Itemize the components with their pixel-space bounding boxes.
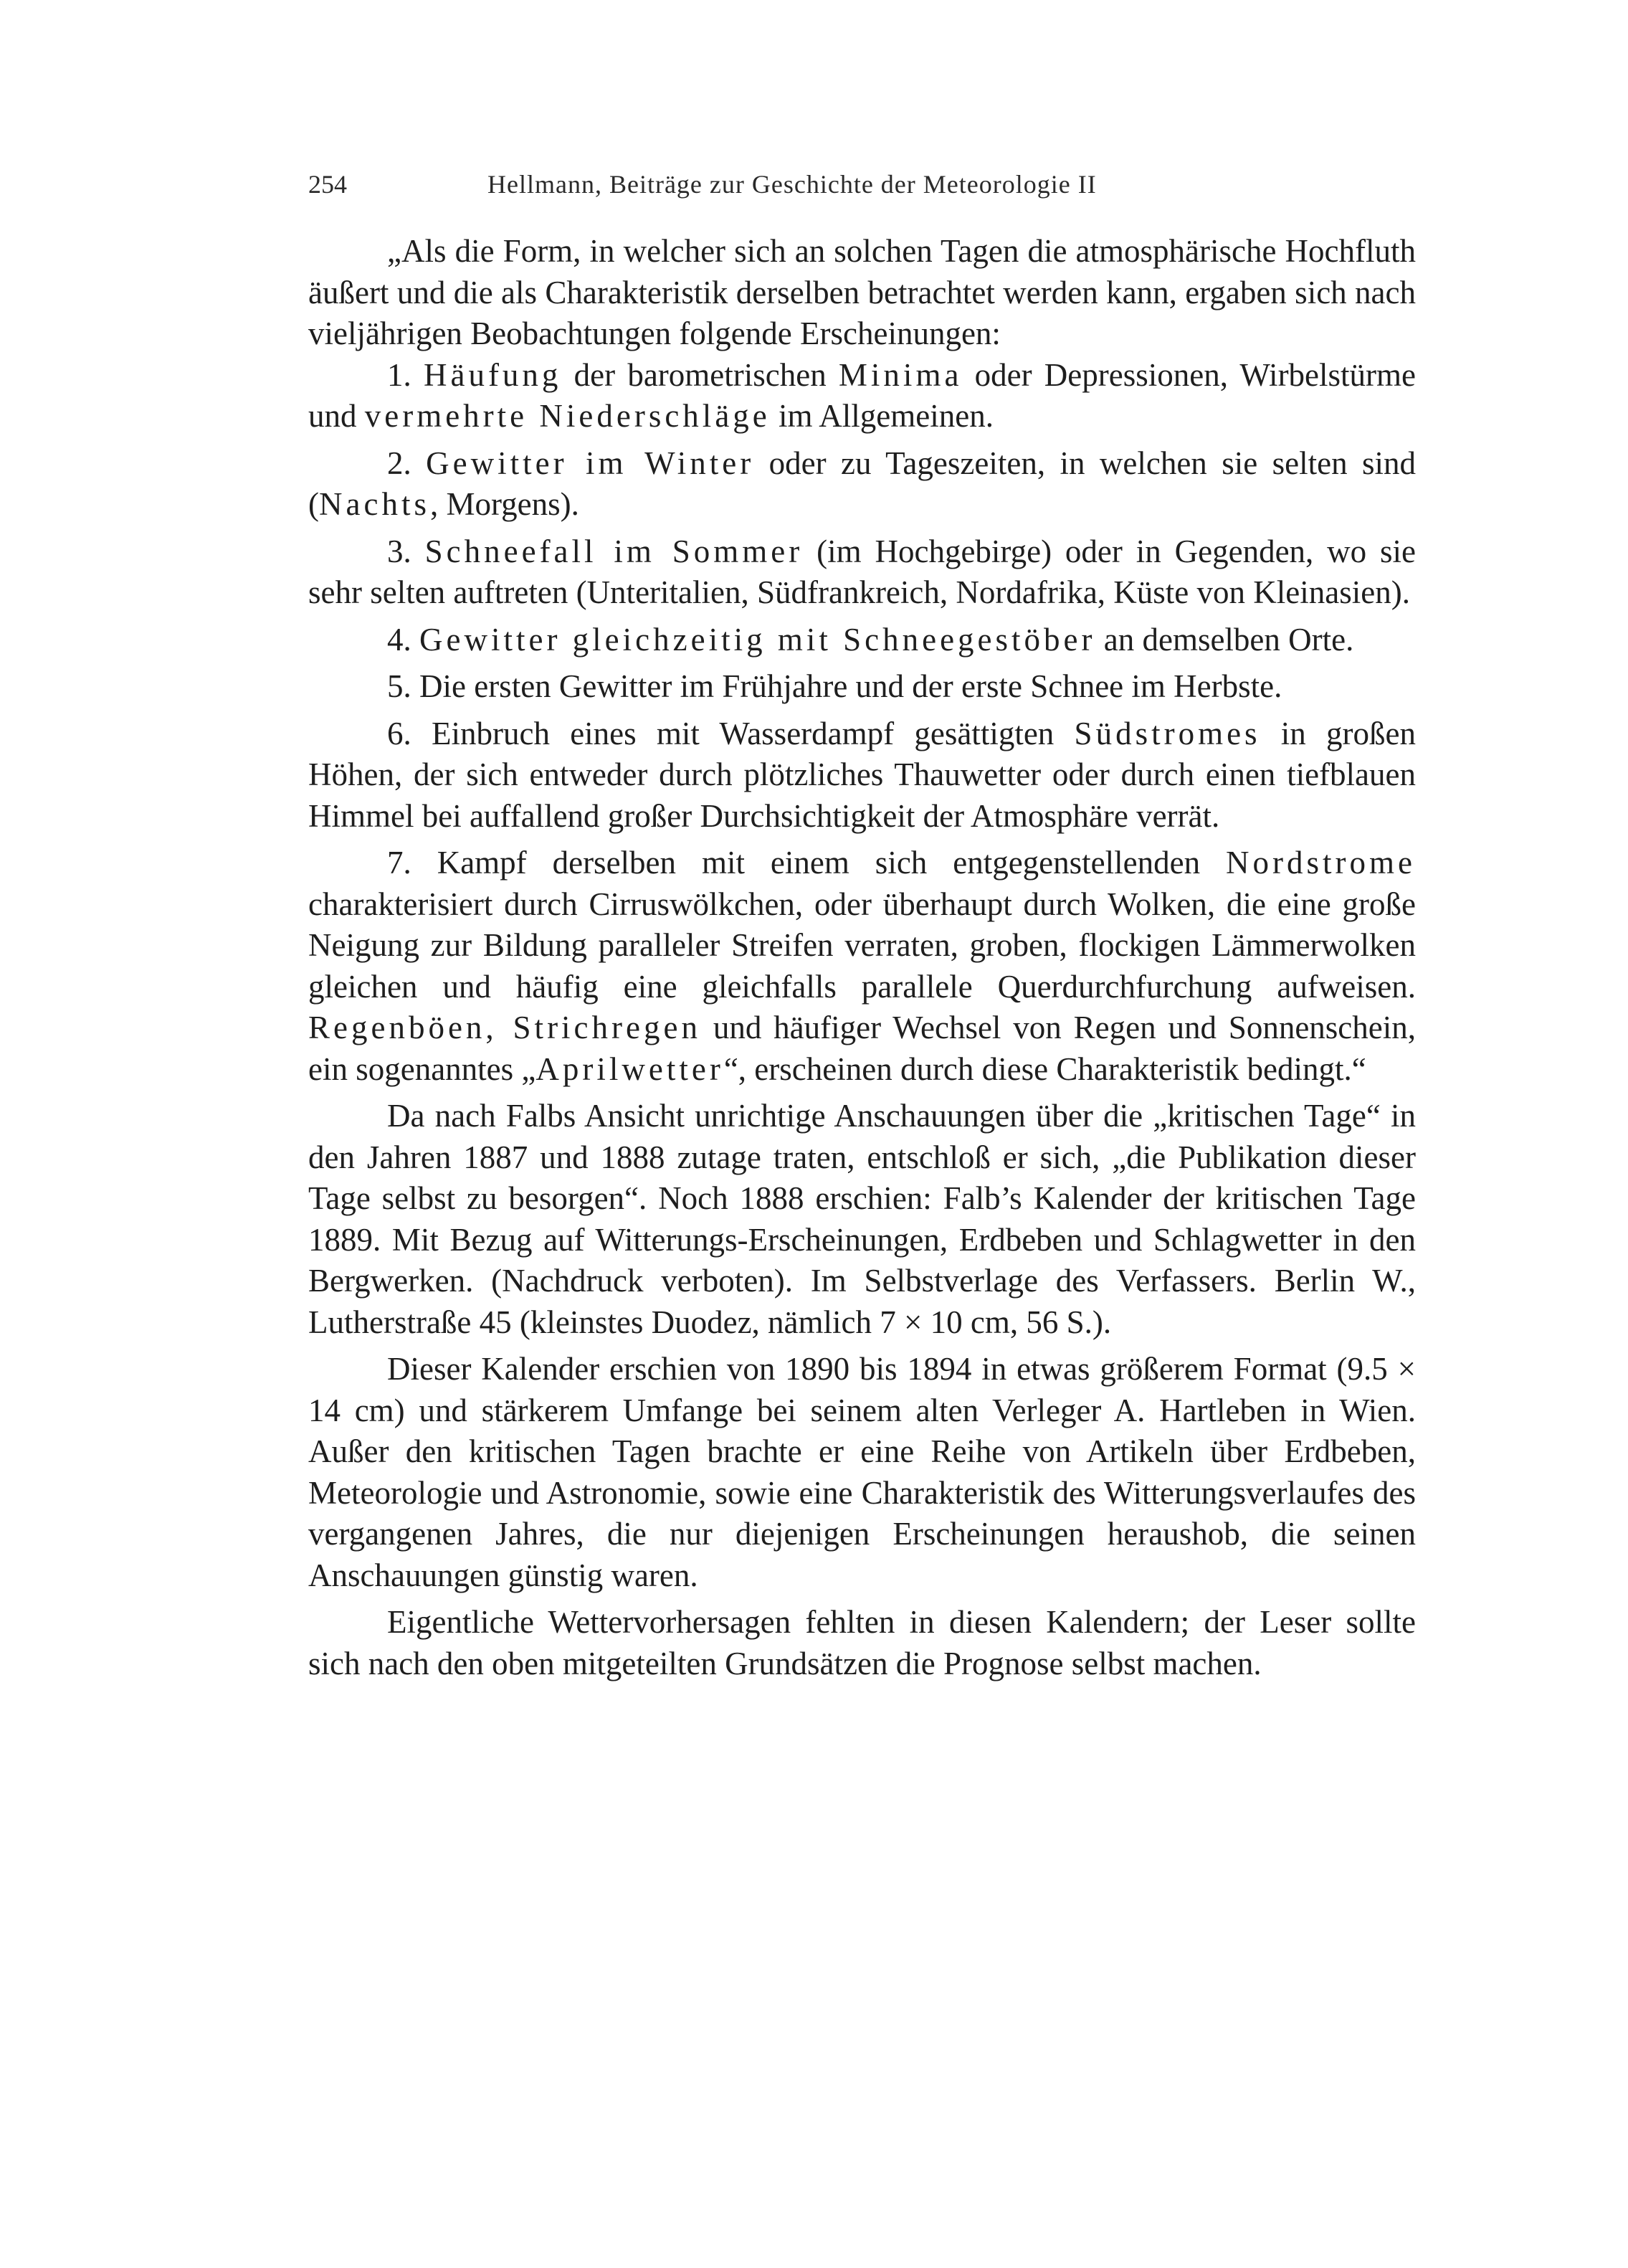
spaced-term: Schneefall im Sommer	[424, 533, 804, 569]
spaced-term: Gewitter im Winter	[426, 445, 755, 481]
spaced-term: Nordstrome	[1226, 845, 1417, 881]
item-number: 1.	[387, 356, 411, 393]
item-text: der barometrischen	[561, 356, 839, 393]
item-text: “, erscheinen durch diese Charakteristik bedingt.“	[723, 1050, 1366, 1087]
spaced-term: Regenböen, Strichregen	[308, 1010, 701, 1045]
spaced-term: Minima	[838, 356, 963, 393]
paragraph-calendar-format: Dieser Kalender erschien von 1890 bis 1894 in etwas größerem Format (9.5 × 14 cm) und stärkerem Umfange bei seinem alten Verleger A. Hartleben in Wien. Außer den kritischen Tagen brachte er eine Reihe von Artikeln über Erdbeben, Meteorologie und Astronomie, sowie eine Charakteristik des Witterungsverlaufes des vergangenen Jahres, die nur diejenigen Erscheinungen heraushob, die seinen Anschauungen günstig waren.	[308, 1351, 1416, 1593]
item-number: 2.	[387, 445, 411, 481]
page-number: 254	[308, 170, 347, 199]
paragraph-falb-calendar: Da nach Falbs Ansicht unrichtige Anschauungen über die „kritischen Tage“ in den Jahren 1887 und 1888 zutage traten, entschloß er sich, „die Publikation dieser Tage selbst zu besorgen“. Noch 1888 erschien: Falb’s Kalender der kritischen Tage 1889. Mit Bezug auf Witterungs-Erscheinungen, Erdbeben und Schlagwetter in den Bergwerken. (Nachdruck verboten). Im Selbstverlage des Verfassers. Berlin W., Lutherstraße 45 (kleinstes Duodez, nämlich 7 × 10 cm, 56 S.).	[308, 1098, 1416, 1340]
list-item-2	[308, 443, 1416, 526]
item-text: oder zu Tageszeiten, in welchen sie selten sind (	[308, 445, 1416, 522]
paragraph-quote-intro: „Als die Form, in welcher sich an solchen Tagen die atmosphärische Hochfluth äußert und die als Charakteristik derselben betrachtet werden kann, ergaben sich nach vieljährigen Beobachtungen folgende Erscheinungen:	[308, 233, 1416, 351]
spaced-term: Aprilwetter	[535, 1050, 724, 1087]
list-item-7	[308, 843, 1416, 1090]
list-item-5	[308, 666, 1416, 708]
item-text: , Morgens).	[429, 486, 579, 522]
item-text: Einbruch eines mit Wasserdampf gesättigten	[432, 715, 1075, 751]
item-number: 6.	[387, 715, 411, 751]
item-number: 7.	[387, 845, 411, 881]
item-text: Die ersten Gewitter im Frühjahre und der erste Schnee im Herbste.	[419, 668, 1282, 704]
list-item-6	[308, 713, 1416, 838]
spaced-term: Südstromes	[1074, 715, 1261, 751]
body-text	[308, 231, 1416, 1684]
item-text: und häufiger Wechsel von Regen und Sonnenschein, ein sogenanntes „	[308, 1010, 1416, 1087]
item-text: an demselben Orte.	[1095, 621, 1354, 658]
item-text: oder Depressionen, Wirbelstürme und	[308, 356, 1416, 434]
item-text: charakterisiert durch Cirruswölkchen, oder überhaupt durch Wolken, die eine große Neigung zur Bildung paralleler Streifen verraten, groben, flockigen Lämmerwolken gleichen und häufig eine gleichfalls parallele Querdurchfurchung aufweisen.	[308, 886, 1416, 1005]
item-text: in großen Höhen, der sich entweder durch plötzliches Thauwetter oder durch einen tiefblauen Himmel bei auffallend großer Durchsichtigkeit der Atmosphäre verrät.	[308, 715, 1417, 834]
paragraph-forecasts: Eigentliche Wettervorhersagen fehlten in diesen Kalendern; der Leser sollte sich nach den oben mitgeteilten Grundsätzen die Prognose selbst machen.	[308, 1604, 1416, 1681]
running-title: Hellmann, Beiträge zur Geschichte der Meteorologie II	[487, 170, 1097, 199]
item-text: im Allgemeinen.	[770, 398, 994, 434]
item-text: Kampf derselben mit einem sich entgegenstellenden	[437, 845, 1227, 881]
list-item-4	[308, 620, 1416, 661]
list-item-3	[308, 531, 1416, 614]
list-item-1	[308, 355, 1416, 437]
running-header	[308, 169, 1412, 212]
spaced-term: Gewitter gleichzeitig mit Schneegestöber	[419, 621, 1096, 658]
item-number: 3.	[387, 533, 411, 569]
item-number: 4.	[387, 621, 411, 658]
spaced-term: vermehrte Niederschläge	[364, 398, 771, 434]
spaced-term: Häufung	[423, 356, 562, 393]
spaced-term: Nachts	[319, 486, 430, 522]
item-number: 5.	[387, 668, 411, 704]
item-text: (im Hochgebirge) oder in Gegenden, wo sie sehr selten auftreten (Unteritalien, Südfrankreich, Nordafrika, Küste von Kleinasien).	[308, 533, 1417, 610]
